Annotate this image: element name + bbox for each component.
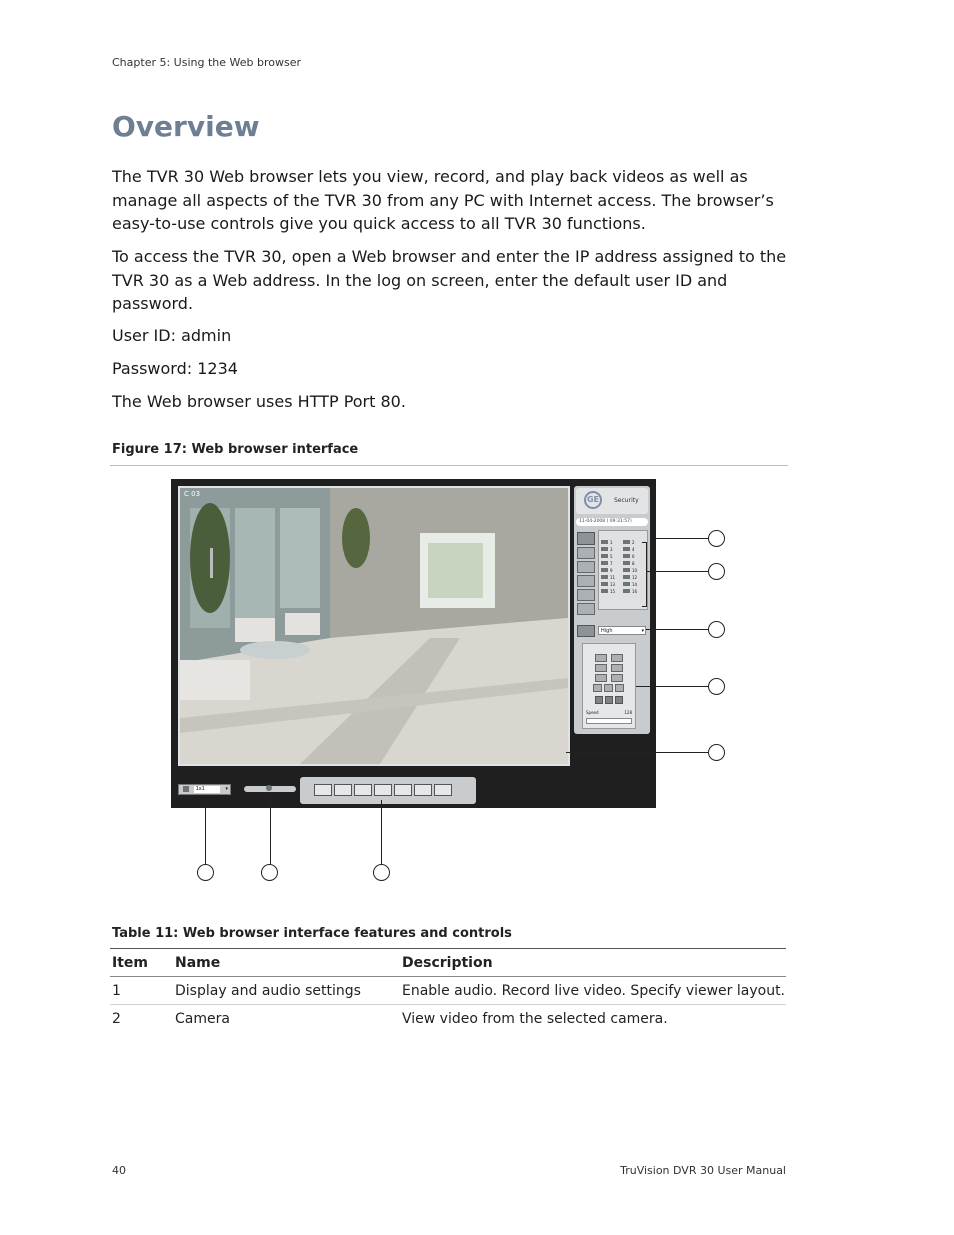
speed-slider[interactable] xyxy=(586,718,632,724)
camera-2-number: 2 xyxy=(632,540,635,545)
ptz-left-button[interactable] xyxy=(595,664,607,672)
layout-value: 1x1 xyxy=(194,786,220,793)
ptz-panel xyxy=(582,643,636,729)
camera-11[interactable] xyxy=(601,575,623,580)
callout-leader xyxy=(650,538,708,539)
speed-label: Speed xyxy=(586,710,599,715)
callout-circle xyxy=(708,744,725,761)
user-id-line: User ID: admin xyxy=(112,326,232,345)
callout-leader xyxy=(636,686,708,687)
callout-circle xyxy=(708,621,725,638)
lobby-camera-image xyxy=(180,488,568,764)
camera-3[interactable] xyxy=(601,547,623,552)
callout-leader xyxy=(381,800,382,864)
callout-circle xyxy=(197,864,214,881)
camera-4-number: 4 xyxy=(632,547,635,552)
ptz-zoom-out-button[interactable] xyxy=(611,674,623,682)
camera-15[interactable] xyxy=(601,589,623,594)
camera-9[interactable] xyxy=(601,568,623,573)
callout-leader xyxy=(646,629,708,630)
camera-5[interactable] xyxy=(601,554,623,559)
ptz-tour-button[interactable] xyxy=(595,696,603,704)
callout-circle xyxy=(373,864,390,881)
search-button[interactable] xyxy=(374,784,392,796)
camera-5-number: 5 xyxy=(610,554,613,559)
row-item: 1 xyxy=(110,977,173,1005)
layout-select[interactable] xyxy=(178,784,231,795)
table-header-row xyxy=(110,949,786,977)
play-button[interactable] xyxy=(334,784,352,796)
quality-value: High xyxy=(601,628,613,634)
ptz-focus-button[interactable] xyxy=(593,684,602,692)
config-button[interactable] xyxy=(414,784,432,796)
table-row xyxy=(110,977,786,1005)
section-title: Overview xyxy=(112,110,260,143)
ptz-up-left-button[interactable] xyxy=(595,654,607,662)
speed-value: 128 xyxy=(624,710,632,715)
camera-6-number: 6 xyxy=(632,554,635,559)
row-name: Display and audio settings xyxy=(173,977,400,1005)
ge-logo-icon: GE xyxy=(584,491,602,509)
mode-button-3[interactable] xyxy=(577,575,595,587)
camera-11-number: 11 xyxy=(610,575,616,580)
camera-9-number: 9 xyxy=(610,568,613,573)
ptz-stop-button[interactable] xyxy=(605,696,613,704)
callout-leader xyxy=(205,795,206,864)
brand-sub-label: Security xyxy=(614,497,639,504)
column-header-item: Item xyxy=(110,949,173,977)
ptz-pattern-button[interactable] xyxy=(615,696,623,704)
column-header-description: Description xyxy=(400,949,786,977)
live-video-view xyxy=(178,486,570,766)
camera-1-number: 1 xyxy=(610,540,613,545)
camera-16-number: 16 xyxy=(632,589,638,594)
callout-circle xyxy=(261,864,278,881)
quality-button[interactable] xyxy=(577,625,595,637)
quality-select[interactable] xyxy=(598,626,646,635)
chevron-down-icon: ▾ xyxy=(225,786,228,792)
ptz-iris-button[interactable] xyxy=(604,684,613,692)
chevron-down-icon: ▾ xyxy=(641,628,644,634)
ge-security-logo xyxy=(576,488,648,514)
camera-1[interactable] xyxy=(601,540,623,545)
callout-bracket xyxy=(642,542,647,607)
manual-title: TruVision DVR 30 User Manual xyxy=(620,1164,786,1177)
camera-list xyxy=(598,530,648,610)
log-button[interactable] xyxy=(354,784,372,796)
callout-leader xyxy=(566,752,708,753)
chapter-header: Chapter 5: Using the Web browser xyxy=(112,56,302,69)
callout-leader xyxy=(270,795,271,864)
audio-control[interactable] xyxy=(244,786,296,792)
row-name: Camera xyxy=(175,1011,230,1027)
password-line: Password: 1234 xyxy=(112,359,238,378)
row-description: Enable audio. Record live video. Specify viewer layout. xyxy=(400,977,786,1005)
mode-button-4[interactable] xyxy=(577,589,595,601)
access-paragraph: To access the TVR 30, open a Web browser and enter the IP address assigned to the TVR 30 as a Web address. In the log on screen, enter the default user ID and password. xyxy=(112,247,787,313)
snapshot-button[interactable] xyxy=(394,784,412,796)
display-button[interactable] xyxy=(577,532,595,545)
ptz-zoom-in-button[interactable] xyxy=(595,674,607,682)
ptz-up-right-button[interactable] xyxy=(611,654,623,662)
camera-13[interactable] xyxy=(601,582,623,587)
intro-paragraph: The TVR 30 Web browser lets you view, record, and play back videos as well as manage all aspects of the TVR 30 from any PC with Internet access. The browser’s easy-to-use controls give you quick access to all TVR 30 functions. xyxy=(112,167,774,233)
datetime-display: 11-04-2008 ( 09:31:57) xyxy=(576,518,648,526)
ptz-preset-button[interactable] xyxy=(615,684,624,692)
layout-icon xyxy=(183,786,189,792)
row-description: View video from the selected camera. xyxy=(402,1011,668,1027)
table-row xyxy=(110,1005,786,1033)
camera-label: C 03 xyxy=(184,490,201,498)
mode-button-1[interactable] xyxy=(577,547,595,559)
mode-button-5[interactable] xyxy=(577,603,595,615)
camera-8-number: 8 xyxy=(632,561,635,566)
camera-12-number: 12 xyxy=(632,575,638,580)
port-line: The Web browser uses HTTP Port 80. xyxy=(112,392,406,411)
camera-3-number: 3 xyxy=(610,547,613,552)
camera-14-number: 14 xyxy=(632,582,638,587)
camera-grid xyxy=(601,540,645,594)
figure-caption: Figure 17: Web browser interface xyxy=(112,442,359,457)
camera-7[interactable] xyxy=(601,561,623,566)
mode-button-2[interactable] xyxy=(577,561,595,573)
callout-leader xyxy=(646,571,708,572)
camera-10-number: 10 xyxy=(632,568,638,573)
callout-circle xyxy=(708,678,725,695)
callout-circle xyxy=(708,530,725,547)
control-panel xyxy=(574,486,650,734)
camera-7-number: 7 xyxy=(610,561,613,566)
callout-circle xyxy=(708,563,725,580)
ptz-right-button[interactable] xyxy=(611,664,623,672)
audio-icon xyxy=(266,785,272,791)
features-table xyxy=(110,948,786,1032)
camera-15-number: 15 xyxy=(610,589,616,594)
record-button[interactable] xyxy=(314,784,332,796)
bottom-toolbar xyxy=(178,778,648,802)
row-item: 2 xyxy=(112,1011,121,1027)
playback-toolbar xyxy=(300,777,476,804)
table-caption: Table 11: Web browser interface features and controls xyxy=(112,926,512,941)
camera-13-number: 13 xyxy=(610,582,616,587)
column-header-name: Name xyxy=(173,949,400,977)
logout-button[interactable] xyxy=(434,784,452,796)
page-number: 40 xyxy=(112,1164,126,1177)
figure-caption-rule xyxy=(110,465,788,466)
